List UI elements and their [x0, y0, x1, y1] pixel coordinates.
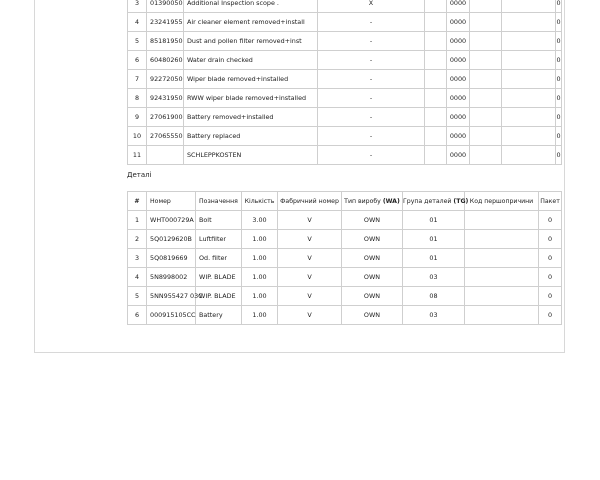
- col-header-package: Пакет: [539, 192, 562, 211]
- job-row: [128, 108, 562, 127]
- job-empty-cell: [425, 108, 447, 127]
- part-quantity-cell: 1.00: [242, 287, 278, 306]
- job-time-cell: 0000: [447, 146, 470, 165]
- job-description-cell: Battery replaced: [184, 127, 318, 146]
- part-designation-cell: Od. filter: [196, 249, 242, 268]
- part-group-cell: 03: [403, 306, 465, 325]
- job-number-cell: 5: [128, 32, 147, 51]
- part-factory-cell: V: [278, 268, 342, 287]
- job-quantity-cell: 0: [556, 146, 562, 165]
- part-group-label: Група деталей: [403, 197, 452, 205]
- col-header-num: #: [128, 192, 147, 211]
- part-index-cell: 3: [128, 249, 147, 268]
- part-row: [128, 230, 562, 249]
- part-factory-cell: V: [278, 230, 342, 249]
- part-package-cell: 0: [539, 306, 562, 325]
- part-origin-cell: [465, 230, 539, 249]
- job-empty-cell: [502, 146, 556, 165]
- job-mark-cell: -: [318, 51, 425, 70]
- job-number-cell: 10: [128, 127, 147, 146]
- job-empty-cell: [425, 70, 447, 89]
- part-row: [128, 249, 562, 268]
- job-empty-cell: [502, 108, 556, 127]
- job-code-cell: 92272050: [147, 70, 184, 89]
- job-empty-cell: [425, 146, 447, 165]
- job-empty-cell: [425, 51, 447, 70]
- part-quantity-cell: 1.00: [242, 249, 278, 268]
- job-number-cell: 3: [128, 0, 147, 13]
- job-code-cell: 60480260: [147, 51, 184, 70]
- part-group-cell: 03: [403, 268, 465, 287]
- job-time-cell: 0000: [447, 13, 470, 32]
- part-designation-cell: Luftfilter: [196, 230, 242, 249]
- job-mark-cell: -: [318, 127, 425, 146]
- part-origin-cell: [465, 211, 539, 230]
- job-description-cell: Water drain checked: [184, 51, 318, 70]
- job-mark-cell: -: [318, 89, 425, 108]
- job-row: [128, 70, 562, 89]
- job-quantity-cell: 0: [556, 108, 562, 127]
- part-type-cell: OWN: [342, 211, 403, 230]
- job-time-cell: 0000: [447, 70, 470, 89]
- part-group-cell: 01: [403, 249, 465, 268]
- job-row: [128, 146, 562, 165]
- job-empty-cell: [502, 13, 556, 32]
- product-type-code: (WA): [382, 197, 400, 205]
- part-number-cell: 5N8998002: [147, 268, 196, 287]
- job-description-cell: SCHLEPPKOSTEN: [184, 146, 318, 165]
- part-package-cell: 0: [539, 211, 562, 230]
- job-code-cell: 01390050: [147, 0, 184, 13]
- job-empty-cell: [470, 32, 502, 51]
- job-description-cell: Dust and pollen filter removed+inst: [184, 32, 318, 51]
- part-designation-cell: WIP. BLADE: [196, 287, 242, 306]
- job-empty-cell: [502, 32, 556, 51]
- job-number-cell: 4: [128, 13, 147, 32]
- part-package-cell: 0: [539, 268, 562, 287]
- col-header-origin-code: Код першопричини: [465, 192, 539, 211]
- job-empty-cell: [502, 70, 556, 89]
- job-empty-cell: [470, 108, 502, 127]
- job-time-cell: 0000: [447, 127, 470, 146]
- part-type-cell: OWN: [342, 306, 403, 325]
- part-quantity-cell: 1.00: [242, 306, 278, 325]
- part-quantity-cell: 1.00: [242, 230, 278, 249]
- job-time-cell: 0000: [447, 32, 470, 51]
- part-group-cell: 08: [403, 287, 465, 306]
- job-quantity-cell: 0: [556, 32, 562, 51]
- parts-header-row: [128, 192, 562, 211]
- part-index-cell: 1: [128, 211, 147, 230]
- part-type-cell: OWN: [342, 287, 403, 306]
- part-factory-cell: V: [278, 211, 342, 230]
- part-designation-cell: WIP. BLADE: [196, 268, 242, 287]
- job-empty-cell: [470, 89, 502, 108]
- job-empty-cell: [470, 13, 502, 32]
- part-row: [128, 211, 562, 230]
- part-factory-cell: V: [278, 306, 342, 325]
- part-group-cell: 01: [403, 211, 465, 230]
- job-row: [128, 51, 562, 70]
- part-type-cell: OWN: [342, 249, 403, 268]
- part-row: [128, 287, 562, 306]
- job-empty-cell: [470, 146, 502, 165]
- part-number-cell: 5Q0819669: [147, 249, 196, 268]
- job-code-cell: 27061900: [147, 108, 184, 127]
- part-designation-cell: Battery: [196, 306, 242, 325]
- job-time-cell: 0000: [447, 0, 470, 13]
- job-mark-cell: -: [318, 146, 425, 165]
- job-row: [128, 89, 562, 108]
- job-quantity-cell: 0: [556, 13, 562, 32]
- job-mark-cell: -: [318, 13, 425, 32]
- job-quantity-cell: 0: [556, 70, 562, 89]
- part-origin-cell: [465, 287, 539, 306]
- job-code-cell: 92431950: [147, 89, 184, 108]
- job-mark-cell: -: [318, 70, 425, 89]
- job-empty-cell: [425, 89, 447, 108]
- job-row: [128, 13, 562, 32]
- job-empty-cell: [425, 127, 447, 146]
- job-number-cell: 11: [128, 146, 147, 165]
- job-time-cell: 0000: [447, 108, 470, 127]
- job-code-cell: 23241955: [147, 13, 184, 32]
- col-header-designation: Позначення: [196, 192, 242, 211]
- job-number-cell: 6: [128, 51, 147, 70]
- part-package-cell: 0: [539, 249, 562, 268]
- job-empty-cell: [470, 70, 502, 89]
- col-header-part-group: [403, 192, 469, 211]
- col-header-product-type: [342, 192, 403, 211]
- part-type-cell: OWN: [342, 230, 403, 249]
- part-index-cell: 5: [128, 287, 147, 306]
- part-index-cell: 4: [128, 268, 147, 287]
- part-designation-cell: Bolt: [196, 211, 242, 230]
- job-row: [128, 32, 562, 51]
- col-header-factory-number: Фабричний номер: [278, 192, 342, 211]
- part-type-cell: OWN: [342, 268, 403, 287]
- part-package-cell: 0: [539, 287, 562, 306]
- job-mark-cell: -: [318, 32, 425, 51]
- jobs-table: [127, 0, 562, 165]
- job-empty-cell: [502, 89, 556, 108]
- job-quantity-cell: 0: [556, 0, 562, 13]
- job-code-cell: 27065550: [147, 127, 184, 146]
- job-description-cell: Air cleaner element removed+install: [184, 13, 318, 32]
- part-package-cell: 0: [539, 230, 562, 249]
- job-empty-cell: [425, 32, 447, 51]
- product-type-label: Тип виробу: [344, 197, 381, 205]
- part-group-cell: 01: [403, 230, 465, 249]
- job-time-cell: 0000: [447, 51, 470, 70]
- col-header-quantity: Кількість: [242, 192, 278, 211]
- job-description-cell: Wiper blade removed+installed: [184, 70, 318, 89]
- part-quantity-cell: 3.00: [242, 211, 278, 230]
- job-quantity-cell: 0: [556, 127, 562, 146]
- part-factory-cell: V: [278, 249, 342, 268]
- job-mark-cell: X: [318, 0, 425, 13]
- job-number-cell: 8: [128, 89, 147, 108]
- col-header-number: Номер: [147, 192, 196, 211]
- job-empty-cell: [502, 127, 556, 146]
- part-quantity-cell: 1.00: [242, 268, 278, 287]
- job-empty-cell: [425, 13, 447, 32]
- parts-table: [127, 191, 562, 325]
- job-quantity-cell: 0: [556, 89, 562, 108]
- part-origin-cell: [465, 268, 539, 287]
- parts-section-title: Деталі: [127, 171, 152, 179]
- job-empty-cell: [470, 51, 502, 70]
- job-quantity-cell: 0: [556, 51, 562, 70]
- job-number-cell: 9: [128, 108, 147, 127]
- part-number-cell: WHT000729A: [147, 211, 196, 230]
- part-index-cell: 2: [128, 230, 147, 249]
- job-row: [128, 127, 562, 146]
- job-empty-cell: [425, 0, 447, 13]
- job-description-cell: RWW wiper blade removed+installed: [184, 89, 318, 108]
- job-empty-cell: [502, 51, 556, 70]
- job-number-cell: 7: [128, 70, 147, 89]
- job-code-cell: 85181950: [147, 32, 184, 51]
- job-empty-cell: [470, 127, 502, 146]
- part-factory-cell: V: [278, 287, 342, 306]
- job-empty-cell: [470, 0, 502, 13]
- part-number-cell: 5NN955427 03C: [147, 287, 196, 306]
- part-index-cell: 6: [128, 306, 147, 325]
- part-origin-cell: [465, 249, 539, 268]
- job-empty-cell: [502, 0, 556, 13]
- part-number-cell: 5Q0129620B: [147, 230, 196, 249]
- part-row: [128, 268, 562, 287]
- job-row: [128, 0, 562, 13]
- job-code-cell: [147, 146, 184, 165]
- job-time-cell: 0000: [447, 89, 470, 108]
- part-origin-cell: [465, 306, 539, 325]
- job-mark-cell: -: [318, 108, 425, 127]
- job-description-cell: Battery removed+installed: [184, 108, 318, 127]
- part-number-cell: 000915105CC: [147, 306, 196, 325]
- part-row: [128, 306, 562, 325]
- job-description-cell: Additional Inspection scope .: [184, 0, 318, 13]
- part-group-code: (TG): [453, 197, 469, 205]
